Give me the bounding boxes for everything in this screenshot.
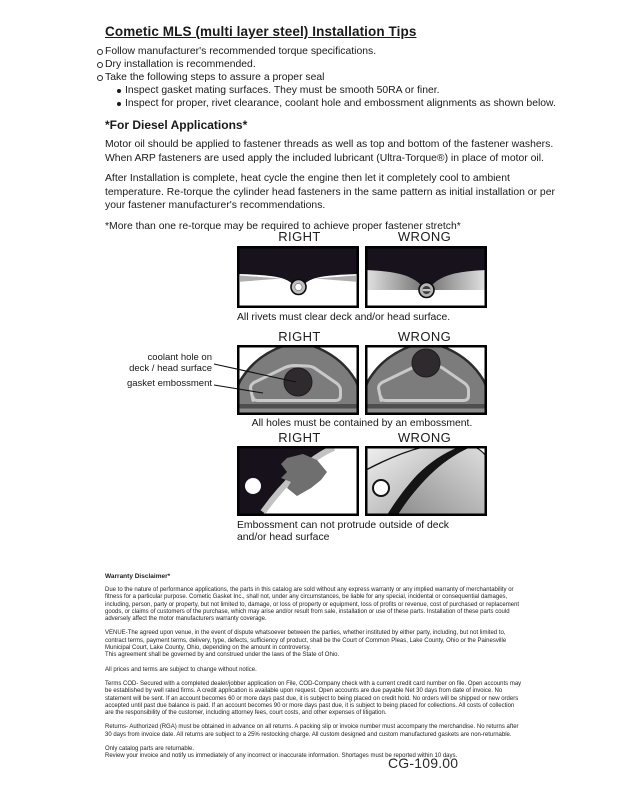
hole-wrong-illustration: [365, 345, 487, 415]
annotation-gasket-embossment: gasket embossment: [126, 378, 212, 389]
bullet-circle-icon: [97, 71, 105, 81]
paragraph: *More than one re-torque may be required to achieve proper fastener stretch*: [105, 220, 461, 232]
diagram-caption: Embossment can not protrude outside of deck and/or head surface: [237, 520, 449, 543]
installation-tips-list: [97, 45, 557, 110]
rivet-right-illustration: [237, 246, 359, 308]
hole-right-illustration: [237, 345, 359, 415]
disclaimer-heading: Warranty Disclaimer*: [105, 573, 171, 580]
rivet-wrong-illustration: [365, 246, 487, 308]
diagram-panels: [237, 246, 487, 308]
list-item-text: Inspect gasket mating surfaces. They must be smooth 50RA or finer.: [125, 85, 440, 96]
diagram-caption: All rivets must clear deck and/or head surface.: [237, 312, 451, 323]
diagram-labels: [237, 230, 487, 244]
wrong-label: WRONG: [397, 329, 452, 344]
bullet-circle-icon: [97, 45, 105, 55]
diagram-labels: [237, 330, 487, 344]
list-item: [97, 58, 557, 71]
disclaimer-paragraph: Returns- Authorized (RGA) must be obtained in advance on all returns. A packing slip or invoice number must accompany the merchandise. No returns after 30 days from invoice date. All returns are subject to a 25% restocking charge. All custom designed and custom manufactured gaskets are non-returnable.: [105, 724, 519, 738]
paragraph: After Installation is complete, heat cycle the engine then let it completely cool to ambient temperature. Re-torque the cylinder head fasteners in the same pattern as initial installation or per your fastener manufacturer's recommendations.: [105, 173, 555, 211]
diagram-panels: [237, 345, 487, 415]
wrong-label: WRONG: [397, 229, 452, 244]
list-item-text: Dry installation is recommended.: [105, 59, 256, 70]
bolt-hole-icon: [245, 478, 261, 494]
disclaimer-paragraph: This agreement shall be governed by and construed under the laws of the State of Ohio.: [105, 652, 340, 659]
diagram-labels: [237, 431, 487, 445]
list-item: [117, 84, 557, 97]
paragraph: Motor oil should be applied to fastener threads as well as top and bottom of the fastener washers. When ARP fasteners are used apply the included lubricant (Ultra-Torque®) in place of motor oil.: [105, 139, 554, 164]
right-label: RIGHT: [278, 430, 321, 445]
diesel-applications-section: [105, 118, 557, 240]
right-label: RIGHT: [278, 229, 321, 244]
wrong-label: WRONG: [397, 430, 452, 445]
bullet-dot-icon: [117, 97, 125, 106]
diagram-panels: [237, 446, 487, 516]
list-item: [97, 45, 557, 58]
list-item-text: Follow manufacturer's recommended torque specifications.: [105, 46, 377, 57]
diagram-hole-embossment: [115, 330, 487, 432]
right-label: RIGHT: [278, 329, 321, 344]
diagram-caption: All holes must be contained by an embossment.: [251, 418, 473, 429]
bolt-hole-icon: [373, 480, 389, 496]
disclaimer-paragraph: Review your invoice and notify us immediately of any incorrect or inaccurate information. Shortages must be reported within 10 days.: [105, 753, 458, 760]
disclaimer-paragraph: All prices and terms are subject to change without notice.: [105, 666, 257, 673]
page-title: Cometic MLS (multi layer steel) Installation Tips: [105, 24, 417, 39]
list-item: [97, 71, 557, 84]
bullet-dot-icon: [117, 84, 125, 93]
section-heading: *For Diesel Applications*: [105, 118, 248, 132]
disclaimer-paragraph: Only catalog parts are returnable.: [105, 746, 195, 753]
protrusion-wrong-illustration: [365, 446, 487, 516]
page-number: CG-109.00: [388, 755, 459, 771]
diagram-embossment-protrusion: [237, 431, 489, 541]
list-item-text: Take the following steps to assure a proper seal: [105, 72, 325, 83]
protrusion-right-illustration: [237, 446, 359, 516]
diagram-rivet-clearance: [237, 230, 489, 325]
coolant-hole-icon: [412, 349, 440, 377]
list-item: [117, 97, 557, 110]
disclaimer-paragraph: VENUE-The agreed upon venue, in the event of dispute whatsoever between the parties, whether instituted by either party, including, but not limited to, contract terms, payment terms, delivery, type, defects, sufficiency of product, shall be the Court of Common Pleas, Lake County, Ohio or the Painesville Municipal Court, Lake County, Ohio, depending on the amount in controversy.: [105, 630, 507, 652]
disclaimer-paragraph: Terms COD- Secured with a completed dealer/jobber application on File, COD-Company check with a current credit card number on file. Open accounts may be established by well rated firms. A credit application is available upon request. Open accounts are due payable Net 30 days from date of invoice. No statement will be sent. If an account becomes 60 or more days past due, it is subject to being placed on credit hold. No orders will be shipped or new orders accepted until past due balance is paid. If an account becomes 90 or more days past due, it is subject to being placed for collections. All costs of collection are the responsibility of the customer, including attorney fees, court costs, and other expenses of litigation.: [105, 680, 522, 717]
warranty-disclaimer-section: [105, 573, 524, 768]
disclaimer-paragraph: Due to the nature of performance applications, the parts in this catalog are sold without any express warranty or any implied warranty of merchantability or fitness for a particular purpose. Cometic Gasket Inc., shall not, under any circumstances, be liable for any special, incidental or consequential damages, including, person, party or property, but not limited to, damage, or loss of property or equipment, loss of profits or revenue, cost of purchased or replacement goods, or claims of customers of the purchase, which may arise and/or result from sale, installation or use of these parts. Installation of these parts could adversely affect the motor manufacturers warranty coverage.: [105, 587, 520, 623]
bullet-circle-icon: [97, 58, 105, 68]
annotation-coolant-hole: coolant hole on deck / head surface: [129, 352, 212, 374]
coolant-hole-icon: [284, 368, 312, 396]
list-item-text: Inspect for proper, rivet clearance, coolant hole and embossment alignments as shown below.: [125, 98, 556, 109]
